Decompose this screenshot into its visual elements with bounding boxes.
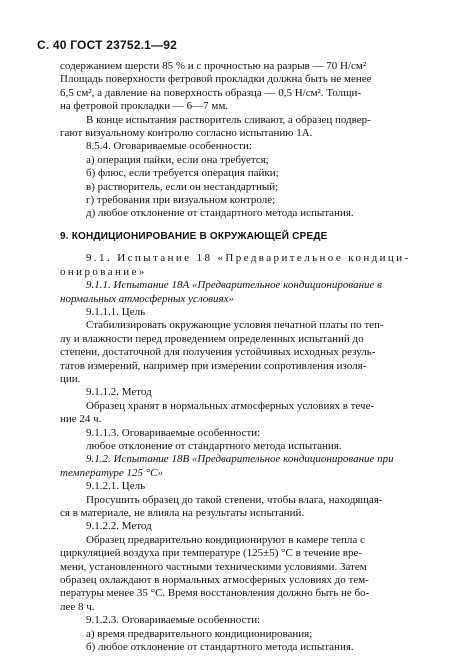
list-item: в) растворитель, если он нестандартный; bbox=[86, 180, 279, 193]
clause-title: 9.1. Испытание 18 «Предварительное кондици- bbox=[86, 252, 411, 265]
clause-title: 9.1.2.1. Цель bbox=[86, 480, 146, 493]
text-line: пературы менее 35 °С. Время восстановления должно быть не бо- bbox=[60, 587, 370, 600]
text-line: ние 24 ч. bbox=[60, 413, 102, 426]
clause-title: 8.5.4. Оговариваемые особенности: bbox=[86, 140, 252, 153]
clause-title: температуре 125 °С» bbox=[60, 466, 163, 479]
section-title: 9. КОНДИЦИОНИРОВАНИЕ В ОКРУЖАЮЩЕЙ СРЕДЕ bbox=[60, 230, 328, 242]
list-item: б) любое отклонение от стандартного метода испытания. bbox=[86, 641, 354, 654]
text-line: ся в материале, не влияла на результаты испытаний. bbox=[60, 507, 305, 519]
text-line: мени, установленного частными техническими условиями. Затем bbox=[60, 560, 367, 573]
clause-title: 9.1.2.2. Метод bbox=[86, 520, 152, 533]
page-header: С. 40 ГОСТ 23752.1—92 bbox=[37, 38, 177, 52]
text-line: циркуляцией воздуха при температуре (125±5) °С в течение вре- bbox=[60, 547, 363, 560]
text-line: лу и влажности перед проведением определенных испытаний до bbox=[60, 332, 364, 345]
list-item: г) требования при визуальном контроле; bbox=[86, 194, 276, 207]
text-line: любое отклонение от стандартного метода испытания. bbox=[86, 439, 342, 452]
list-item: б) флюс, если требуется операция пайки; bbox=[86, 167, 279, 180]
text-line: гают визуальному контролю согласно испытанию 1А. bbox=[60, 127, 313, 140]
clause-title: онирование» bbox=[60, 265, 147, 278]
list-item: д) любое отклонение от стандартного метода испытания. bbox=[86, 207, 354, 220]
page-content bbox=[60, 60, 428, 654]
clause-title: 9.1.2. Испытание 18В «Предварительное кондиционирование при bbox=[86, 453, 394, 466]
list-item: а) время предварительного кондиционирования; bbox=[86, 627, 313, 640]
clause-title: 9.1.1.3. Оговариваемые особенности: bbox=[86, 426, 261, 439]
text-line: 6,5 см², а давление на поверхность образца — 0,5 Н/см². Толщи- bbox=[60, 86, 362, 99]
text-line: степени, достаточной для получения устойчивых исходных резуль- bbox=[60, 346, 376, 359]
text-line: татов измерений, например при измерении сопротивления изоля- bbox=[60, 359, 367, 372]
text-line: Образец хранят в нормальных атмосферных условиях в тече- bbox=[86, 399, 375, 412]
text-line: Просушить образец до такой степени, чтобы влага, находящая- bbox=[86, 493, 383, 506]
text-line: В конце испытания растворитель сливают, а образец подвер- bbox=[86, 113, 371, 126]
clause-title: нормальных атмосферных условиях» bbox=[60, 292, 235, 305]
text-line: Образец предварительно кондиционируют в камере тепла с bbox=[86, 533, 365, 546]
clause-title: 9.1.1.2. Метод bbox=[86, 386, 152, 399]
clause-title: 9.1.1.1. Цель bbox=[86, 305, 146, 318]
text-line: Стабилизировать окружающие условия печатной платы по теп- bbox=[86, 319, 384, 332]
text-line: содержанием шерсти 85 % и с прочностью на разрыв — 70 Н/см² bbox=[60, 60, 367, 72]
text-line: на фетровой прокладки — 6—7 мм. bbox=[60, 100, 229, 113]
list-item: а) операция пайки, если она требуется; bbox=[86, 153, 269, 166]
text-line: Площадь поверхности фетровой прокладки должна быть не менее bbox=[60, 73, 372, 86]
text-line: ции. bbox=[60, 372, 81, 385]
clause-title: 9.1.1. Испытание 18А «Предварительное кондиционирование в bbox=[86, 279, 382, 292]
text-line: лее 8 ч. bbox=[60, 600, 95, 613]
text-line: образец охлаждают в нормальных атмосферных условиях до тем- bbox=[60, 574, 369, 587]
clause-title: 9.1.2.3. Оговариваемые особенности: bbox=[86, 614, 261, 627]
